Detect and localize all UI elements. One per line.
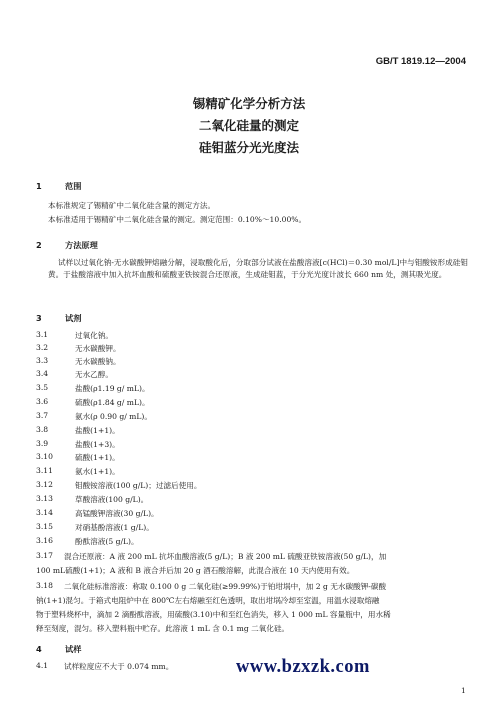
reagent-number: 3.4 xyxy=(36,369,49,378)
section-2-number: 2 xyxy=(36,240,42,250)
reagent-number: 3.14 xyxy=(36,508,53,517)
reagent-text: 盐酸(1+1)。 xyxy=(75,426,120,435)
reagent-number: 3.5 xyxy=(36,383,49,392)
reagent-text-line: 100 mL硫酸(1+1)；A 液和 B 液合并后加 20 g 酒石酸溶解，此混合液在 10 天内使用有效。 xyxy=(36,566,355,575)
sample-item-text: 试样粒度应不大于 0.074 mm。 xyxy=(64,662,174,671)
reagent-number: 3.8 xyxy=(36,425,49,434)
reagent-text: 盐酸(1+3)。 xyxy=(75,440,120,449)
reagent-text-line: 二氧化硅标准溶液：称取 0.100 0 g 二氧化硅(≥99.99%)于铂坩埚中，加 2 g 无水碳酸钾-碳酸 xyxy=(64,582,387,591)
reagent-text-line: 释至刻度，混匀。移入塑料瓶中贮存。此溶液 1 mL 含 0.1 mg 二氧化硅。 xyxy=(36,624,290,633)
reagent-text-line: 混合还原液：A 液 200 mL 抗坏血酸溶液(5 g/L)；B 液 200 mL 硫酸亚铁铵溶液(50 g/L)，加 xyxy=(64,552,387,561)
watermark: www.bzxzk.com xyxy=(236,657,370,677)
section-4-number: 4 xyxy=(36,644,42,654)
reagent-text: 高锰酸钾溶液(30 g/L)。 xyxy=(75,509,159,518)
reagent-number: 3.13 xyxy=(36,494,53,503)
standard-number: GB/T 1819.12—2004 xyxy=(375,56,466,67)
reagent-number: 3.7 xyxy=(36,411,49,420)
reagent-text: 钼酸铵溶液(100 g/L)；过滤后使用。 xyxy=(75,481,202,490)
reagent-text-line: 物于塑料烧杯中，滴加 2 滴酚酞溶液，用硫酸(3.10)中和至红色消失，移入 1 000 mL 容量瓶中，用水稀 xyxy=(36,610,391,619)
reagent-number: 3.3 xyxy=(36,356,49,365)
reagent-text: 草酸溶液(100 g/L)。 xyxy=(75,495,149,504)
reagent-number: 3.12 xyxy=(36,480,53,489)
reagent-text-line: 钠(1+1)混匀。于箱式电阻炉中在 800℃左右熔融至红色透明，取出坩埚冷却至室温，用温水浸取熔融 xyxy=(36,596,380,605)
title-line-2: 二氧化硅量的测定 xyxy=(198,118,299,133)
reagent-number: 3.2 xyxy=(36,343,49,352)
reagent-number: 3.17 xyxy=(36,551,53,560)
reagent-number: 3.15 xyxy=(36,522,53,531)
reagent-text: 无水碳酸钾。 xyxy=(75,344,121,353)
reagent-number: 3.6 xyxy=(36,397,49,406)
section-3-title: 试剂 xyxy=(65,313,82,323)
reagent-text: 无水碳酸钠。 xyxy=(75,357,121,366)
section-1-paragraph-1: 本标准规定了锡精矿中二氧化硅含量的测定方法。 xyxy=(48,201,216,210)
reagent-text: 氨水(ρ 0.90 g/ mL)。 xyxy=(75,412,152,421)
reagent-text: 无水乙醇。 xyxy=(75,370,113,379)
section-2-paragraph: 试样以过氧化钠-无水碳酸钾熔融分解，浸取酸化后，分取部分试液在盐酸溶液[c(HCl)＝0.30 mol/L]中与钼酸铵形成硅钼黄。于盐酸溶液中加入抗坏血酸和硫酸亚铁铵混合还原液，生成硅钼蓝，于分光光度计波长 660 nm 处，测其吸光度。 xyxy=(48,258,468,280)
reagent-text: 过氧化钠。 xyxy=(75,331,113,340)
title-line-3: 硅钼蓝分光光度法 xyxy=(198,140,299,155)
reagent-number: 3.9 xyxy=(36,439,49,448)
section-1-title: 范围 xyxy=(65,181,82,191)
section-4-title: 试样 xyxy=(65,644,82,654)
page-number: 1 xyxy=(461,686,466,695)
reagent-text: 盐酸(ρ1.19 g/ mL)。 xyxy=(75,384,150,393)
title-line-1: 锡精矿化学分析方法 xyxy=(192,96,306,111)
section-1-number: 1 xyxy=(36,181,42,191)
section-1-paragraph-2: 本标准适用于锡精矿中二氧化硅含量的测定。测定范围：0.10%～10.00%。 xyxy=(48,215,307,224)
reagent-number: 3.18 xyxy=(36,581,53,590)
section-2-title: 方法原理 xyxy=(65,240,98,250)
reagent-number: 3.11 xyxy=(36,466,53,475)
section-3-number: 3 xyxy=(36,313,42,323)
reagent-text: 对硝基酚溶液(1 g/L)。 xyxy=(75,523,154,532)
sample-item-number: 4.1 xyxy=(36,661,49,670)
reagent-number: 3.16 xyxy=(36,536,53,545)
reagent-number: 3.1 xyxy=(36,330,49,339)
reagent-text: 硫酸(1+1)。 xyxy=(75,453,120,462)
reagent-text: 酚酞溶液(5 g/L)。 xyxy=(75,537,139,546)
reagent-text: 硫酸(ρ1.84 g/ mL)。 xyxy=(75,398,150,407)
reagent-number: 3.10 xyxy=(36,452,53,461)
reagent-text: 氨水(1+1)。 xyxy=(75,467,120,476)
